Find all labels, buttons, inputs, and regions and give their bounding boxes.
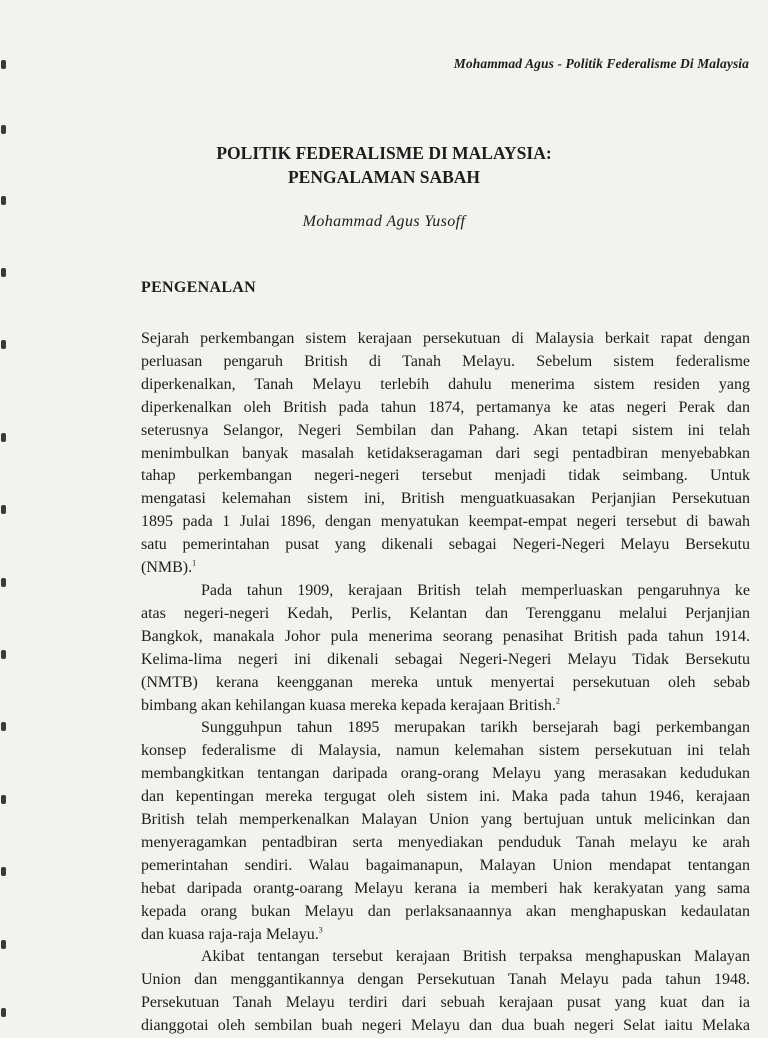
paragraph-line: hebat daripada orantg-oarang Melayu kerana ia memberi hak kerakyatan yang sama	[141, 879, 750, 897]
paragraph-line: pemerintahan sendiri. Walau bagaimanapun, Malayan Union mendapat tentangan	[141, 856, 750, 874]
paragraph-line: satu pemerintahan pusat yang dikenali sebagai Negeri-Negeri Melayu Bersekutu	[141, 536, 750, 554]
paragraph-line: diperkenalkan, Tanah Melayu terlebih dahulu menerima sistem residen yang	[141, 375, 750, 393]
paragraph-line: Kelima-lima negeri ini dikenali sebagai Negeri-Negeri Melayu Tidak Bersekutu	[141, 650, 750, 668]
section-heading: PENGENALAN	[141, 279, 257, 296]
binding-hole	[1, 722, 6, 731]
binding-hole	[1, 578, 6, 587]
paragraph-line: menimbulkan banyak masalah ketidakseragaman dari segi pentadbiran menyebabkan	[141, 444, 750, 462]
paragraph-line: dan kepentingan mereka tergugat oleh sistem ini. Maka pada tahun 1946, kerajaan	[141, 788, 750, 806]
paragraph-line: kepada orang bukan Melayu dan perlaksanaannya akan menghapuskan kedaulatan	[141, 902, 750, 920]
paragraph-line: konsep federalisme di Malaysia, namun kelemahan sistem persekutuan ini telah	[141, 742, 750, 760]
binding-hole	[1, 125, 6, 134]
binding-hole	[1, 505, 6, 514]
binding-hole	[1, 60, 6, 69]
paragraph-line: atas negeri-negeri Kedah, Perlis, Kelantan dan Terengganu melalui Perjanjian	[141, 604, 750, 622]
paragraph-line: (NMB).$^1$	[141, 558, 197, 577]
paragraph-line: diperkenalkan oleh British pada tahun 1874, pertamanya ke atas negeri Perak dan	[141, 398, 750, 416]
paragraph-line: dan kuasa raja-raja Melayu.$^3$	[141, 925, 323, 943]
article-title	[0, 141, 768, 189]
binding-hole	[1, 940, 6, 949]
paragraph-line: bimbang akan kehilangan kuasa mereka kepada kerajaan British.$^2$	[141, 696, 560, 714]
paragraph-line: 1895 pada 1 Julai 1896, dengan menyatukan keempat-empat negeri tersebut di bawah	[141, 513, 750, 531]
binding-hole	[1, 795, 6, 804]
paragraph-line: mengatasi kelemahan sistem ini, British menguatkuasakan Perjanjian Persekutuan	[141, 490, 750, 508]
footnote-marker: 3	[318, 925, 323, 935]
paragraph-line: Sejarah perkembangan sistem kerajaan persekutuan di Malaysia berkait rapat dengan	[141, 330, 750, 347]
body-text	[141, 328, 750, 1038]
paragraph-line: perluasan pengaruh British di Tanah Melayu. Sebelum sistem federalisme	[141, 352, 750, 370]
paragraph	[141, 717, 750, 946]
binding-hole	[1, 268, 6, 277]
author-name: Mohammad Agus Yusoff	[302, 213, 466, 230]
paragraph-line: (NMTB) kerana keengganan mereka untuk menyertai persekutuan oleh sebab	[141, 673, 750, 691]
paragraph-line: menyeragamkan pentadbiran serta menyediakan penduduk Tanah melayu ke arah	[141, 833, 750, 851]
binding-hole	[1, 650, 6, 659]
paragraph-line: tahap perkembangan negeri-negeri tersebut menjadi tidak seimbang. Untuk	[141, 467, 750, 485]
paragraph	[141, 946, 750, 1038]
binding-hole	[1, 340, 6, 349]
binding-hole	[1, 433, 6, 442]
paragraph-line: Sungguhpun tahun 1895 merupakan tarikh bersejarah bagi perkembangan	[201, 719, 750, 737]
paragraph-line: Akibat tentangan tersebut kerajaan British terpaksa menghapuskan Malayan	[201, 948, 750, 966]
paragraph	[141, 580, 750, 717]
footnote-marker: 1	[192, 558, 197, 568]
paragraph	[141, 328, 750, 580]
binding-hole	[1, 196, 6, 205]
article-title-line: PENGALAMAN SABAH	[287, 167, 481, 187]
binding-hole	[1, 867, 6, 876]
paragraph-line: Union dan menggantikannya dengan Persekutuan Tanah Melayu pada tahun 1948.	[141, 971, 750, 989]
running-head: Mohammad Agus - Politik Federalisme Di Malaysia	[453, 56, 749, 71]
article-title-line: POLITIK FEDERALISME DI MALAYSIA:	[216, 143, 552, 163]
paragraph-line: Pada tahun 1909, kerajaan British telah memperluaskan pengaruhnya ke	[201, 581, 750, 599]
paragraph-line: seterusnya Selangor, Negeri Sembilan dan Pahang. Akan tetapi sistem ini telah	[141, 421, 750, 439]
paragraph-line: membangkitkan tentangan daripada orang-orang Melayu yang merasakan kedudukan	[141, 765, 750, 783]
paragraph-line: British telah memperkenalkan Malayan Union yang bertujuan untuk melicinkan dan	[141, 811, 750, 829]
footnote-marker: 2	[555, 696, 560, 706]
paragraph-line: dianggotai oleh sembilan buah negeri Melayu dan dua buah negeri Selat iaitu Melaka	[141, 1017, 750, 1035]
binding-hole	[1, 1008, 6, 1017]
paragraph-line: Bangkok, manakala Johor pula menerima seorang penasihat British pada tahun 1914.	[141, 627, 750, 645]
paragraph-line: Persekutuan Tanah Melayu terdiri dari sebuah kerajaan pusat yang kuat dan ia	[141, 994, 750, 1012]
